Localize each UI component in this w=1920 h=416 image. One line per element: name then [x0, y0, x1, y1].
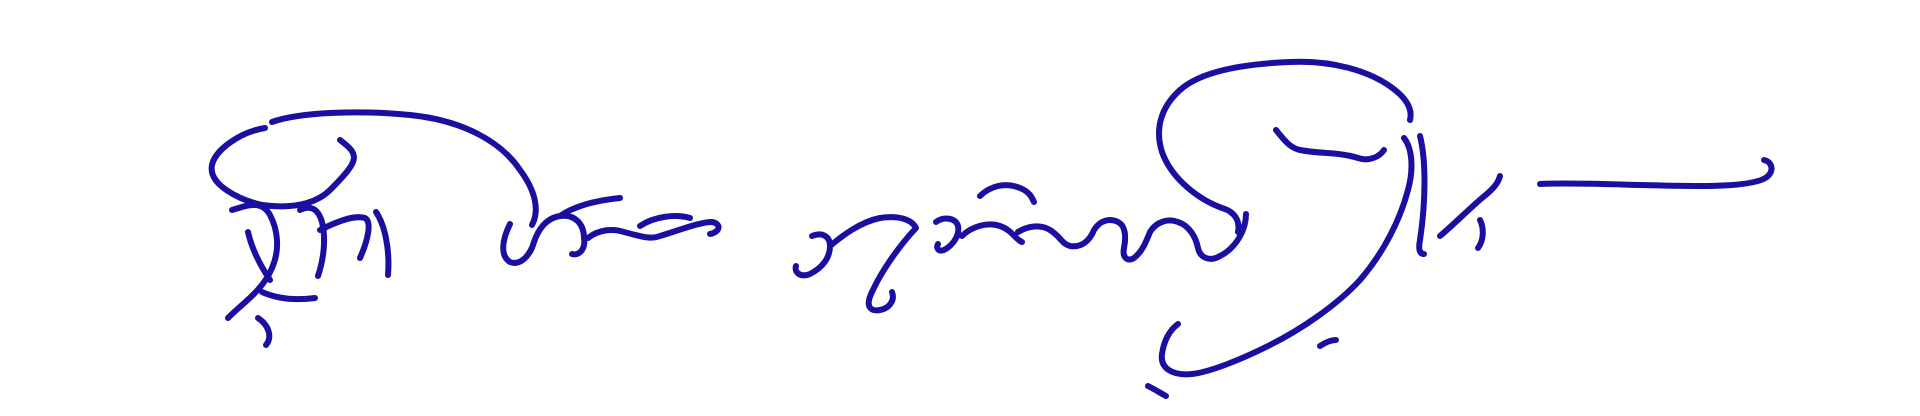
signature-stroke — [1159, 62, 1411, 232]
signature-stroke — [1540, 160, 1771, 186]
signature-stroke — [796, 185, 1246, 310]
signature-stroke — [1148, 340, 1336, 396]
signature-stroke — [228, 205, 388, 345]
